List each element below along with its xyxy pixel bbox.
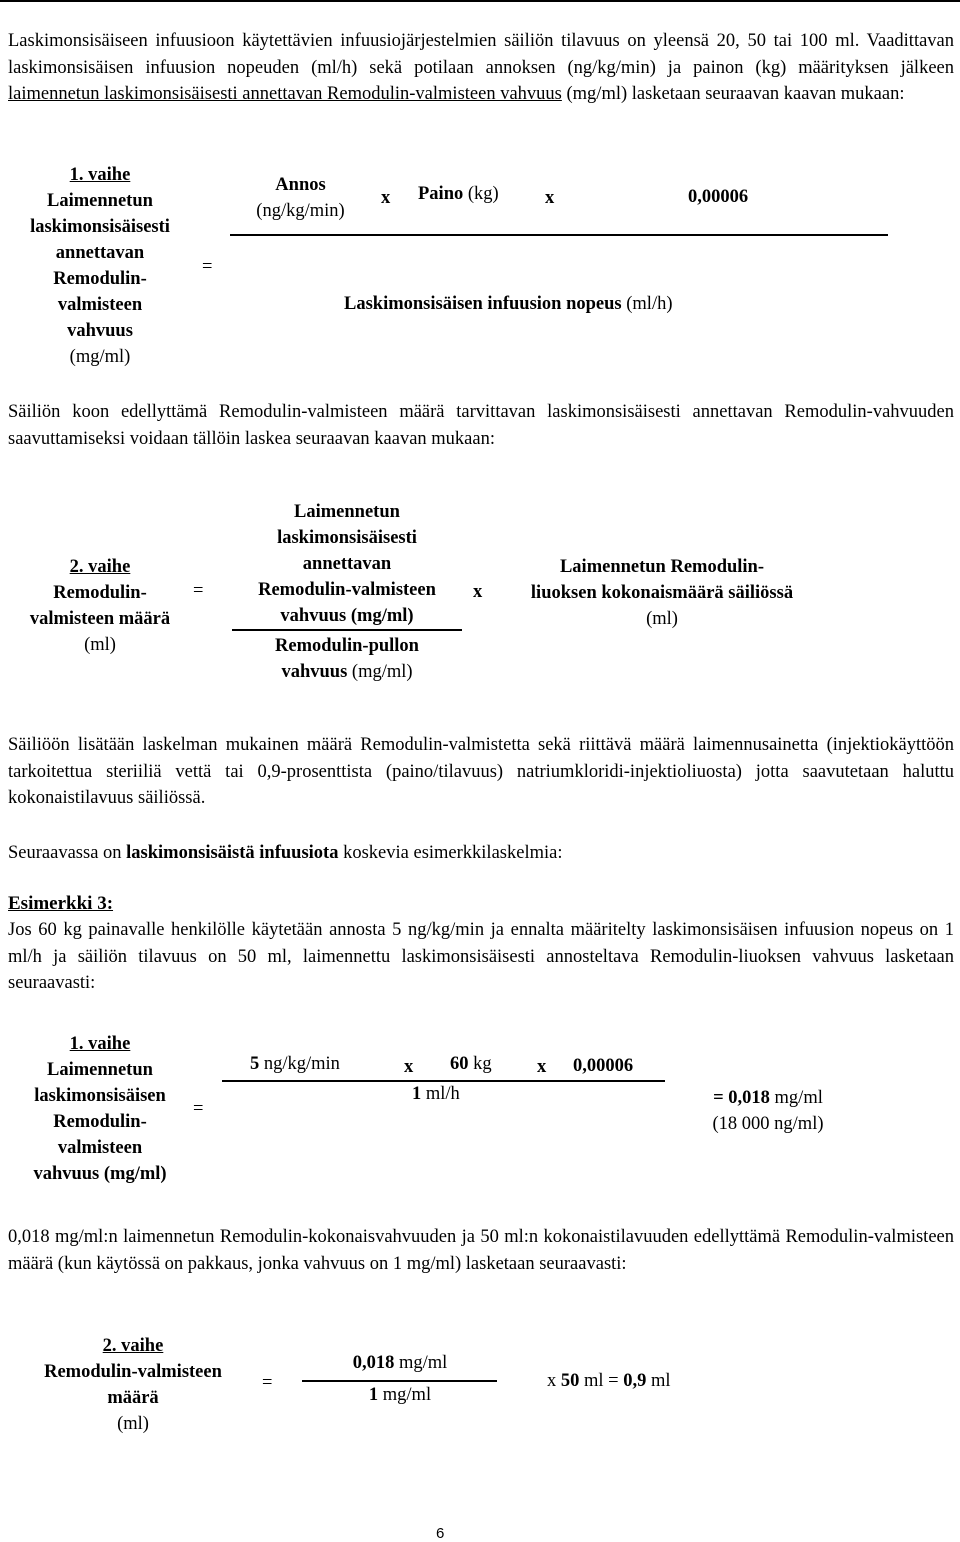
calc1-fraction-bar [222, 1080, 665, 1082]
calc1-constant: 0,00006 [573, 1056, 634, 1076]
paragraph-2: Säiliön koon edellyttämä Remodulin-valmisteen määrä tarvittavan laskimonsisäisesti annettavan Remodulin-vahvuuden saavuttamiseksi voidaan tällöin laskea seuraavan kaavan mukaan: [8, 402, 954, 449]
page-number: 6 [436, 1525, 445, 1542]
formula2-right: Laimennetun Remodulin- liuoksen kokonaismäärä säiliössä (ml) [530, 557, 794, 629]
calc1-num-dose: 5 ng/kg/min [250, 1054, 340, 1074]
example-heading: Esimerkki 3: [8, 893, 114, 914]
calc2-fraction-bar [302, 1380, 497, 1382]
example-text: Jos 60 kg painavalle henkilölle käytetään annosta 5 ng/kg/min ja ennalta määritelty laskimonsisäisen infuusion nopeus on 1 ml/h ja säiliön tilavuus on 50 ml, laimennettu laskimonsisäisesti annosteltava Remodulin-liuoksen vahvuus lasketaan seuraavasti: [8, 920, 954, 993]
calc2-equals: = [262, 1373, 273, 1393]
calc1-result: = 0,018 mg/ml (18 000 ng/ml) [712, 1088, 824, 1134]
formula2-fraction-bar [232, 629, 462, 631]
formula1-paino: Paino (kg) [418, 184, 499, 204]
underlined-phrase: laimennetun laskimonsisäisesti annettavan Remodulin-valmisteen vahvuus [8, 84, 562, 104]
calc1-denominator: 1 ml/h [412, 1084, 460, 1104]
formula1-annos: Annos (ng/kg/min) [256, 175, 345, 221]
calc2-result: x 50 ml = 0,9 ml [547, 1371, 671, 1391]
formula2-lhs: 2. vaihe Remodulin- valmisteen määrä (ml) [29, 557, 171, 655]
formula2-denominator: Remodulin-pullon vahvuus (mg/ml) [275, 636, 419, 682]
calc2-lhs: 2. vaihe Remodulin-valmisteen määrä (ml) [44, 1336, 222, 1434]
paragraph-4: Seuraavassa on laskimonsisäistä infuusiota koskevia esimerkkilaskelmia: [8, 843, 563, 863]
paragraph-3: Säiliöön lisätään laskelman mukainen määrä Remodulin-valmistetta sekä riittävä määrä laimennusainetta (injektiokäyttöön tarkoitettua steriiliä vettä tai 0,9-prosenttista (paino/tilavuus) natriumkloridi-injektioliuosta) jotta saavutetaan haluttu kokonaistilavuus säiliössä. [8, 735, 954, 808]
calc1-times2: x [537, 1057, 547, 1077]
formula1-constant: 0,00006 [688, 187, 749, 207]
formula1-times1: x [381, 188, 391, 208]
formula2-equals: = [193, 581, 204, 601]
paragraph-5: 0,018 mg/ml:n laimennetun Remodulin-kokonaisvahvuuden ja 50 ml:n kokonaistilavuuden edellyttämä Remodulin-valmisteen määrä (kun käytössä on pakkaus, jonka vahvuus on 1 mg/ml) lasketaan seuraavasti: [8, 1227, 954, 1274]
calc1-lhs: 1. vaihe Laimennetun laskimonsisäisen Remodulin- valmisteen vahvuus (mg/ml) [33, 1034, 167, 1184]
formula2-numerator: Laimennetun laskimonsisäisesti annettavan Remodulin-valmisteen vahvuus (mg/ml) [258, 502, 436, 626]
formula1-fraction-bar [230, 234, 888, 236]
calc2-numerator: 0,018 mg/ml [352, 1353, 448, 1373]
formula2-times: x [473, 582, 483, 602]
formula1-equals: = [202, 257, 213, 277]
calc2-denominator: 1 mg/ml [368, 1385, 432, 1405]
formula1-times2: x [545, 188, 555, 208]
top-rule [0, 0, 960, 2]
formula1-denominator: Laskimonsisäisen infuusion nopeus (ml/h) [344, 294, 673, 314]
calc1-times1: x [404, 1057, 414, 1077]
calc1-equals: = [193, 1099, 204, 1119]
intro-paragraph: Laskimonsisäiseen infuusioon käytettävien infuusiojärjestelmien säiliön tilavuus on yleensä 20, 50 tai 100 ml. Vaadittavan laskimonsisäisen infuusion nopeuden (ml/h) sekä potilaan annoksen (ng/kg/min) ja painon (kg) määrityksen jälkeen laimennetun laskimonsisäisesti annettavan Remodulin-valmisteen vahvuus (mg/ml) lasketaan seuraavan kaavan mukaan: [8, 31, 954, 104]
formula1-lhs: 1. vaihe Laimennetun laskimonsisäisesti annettavan Remodulin- valmisteen vahvuus (mg/ml) [30, 165, 170, 367]
calc1-num-weight: 60 kg [450, 1054, 492, 1074]
